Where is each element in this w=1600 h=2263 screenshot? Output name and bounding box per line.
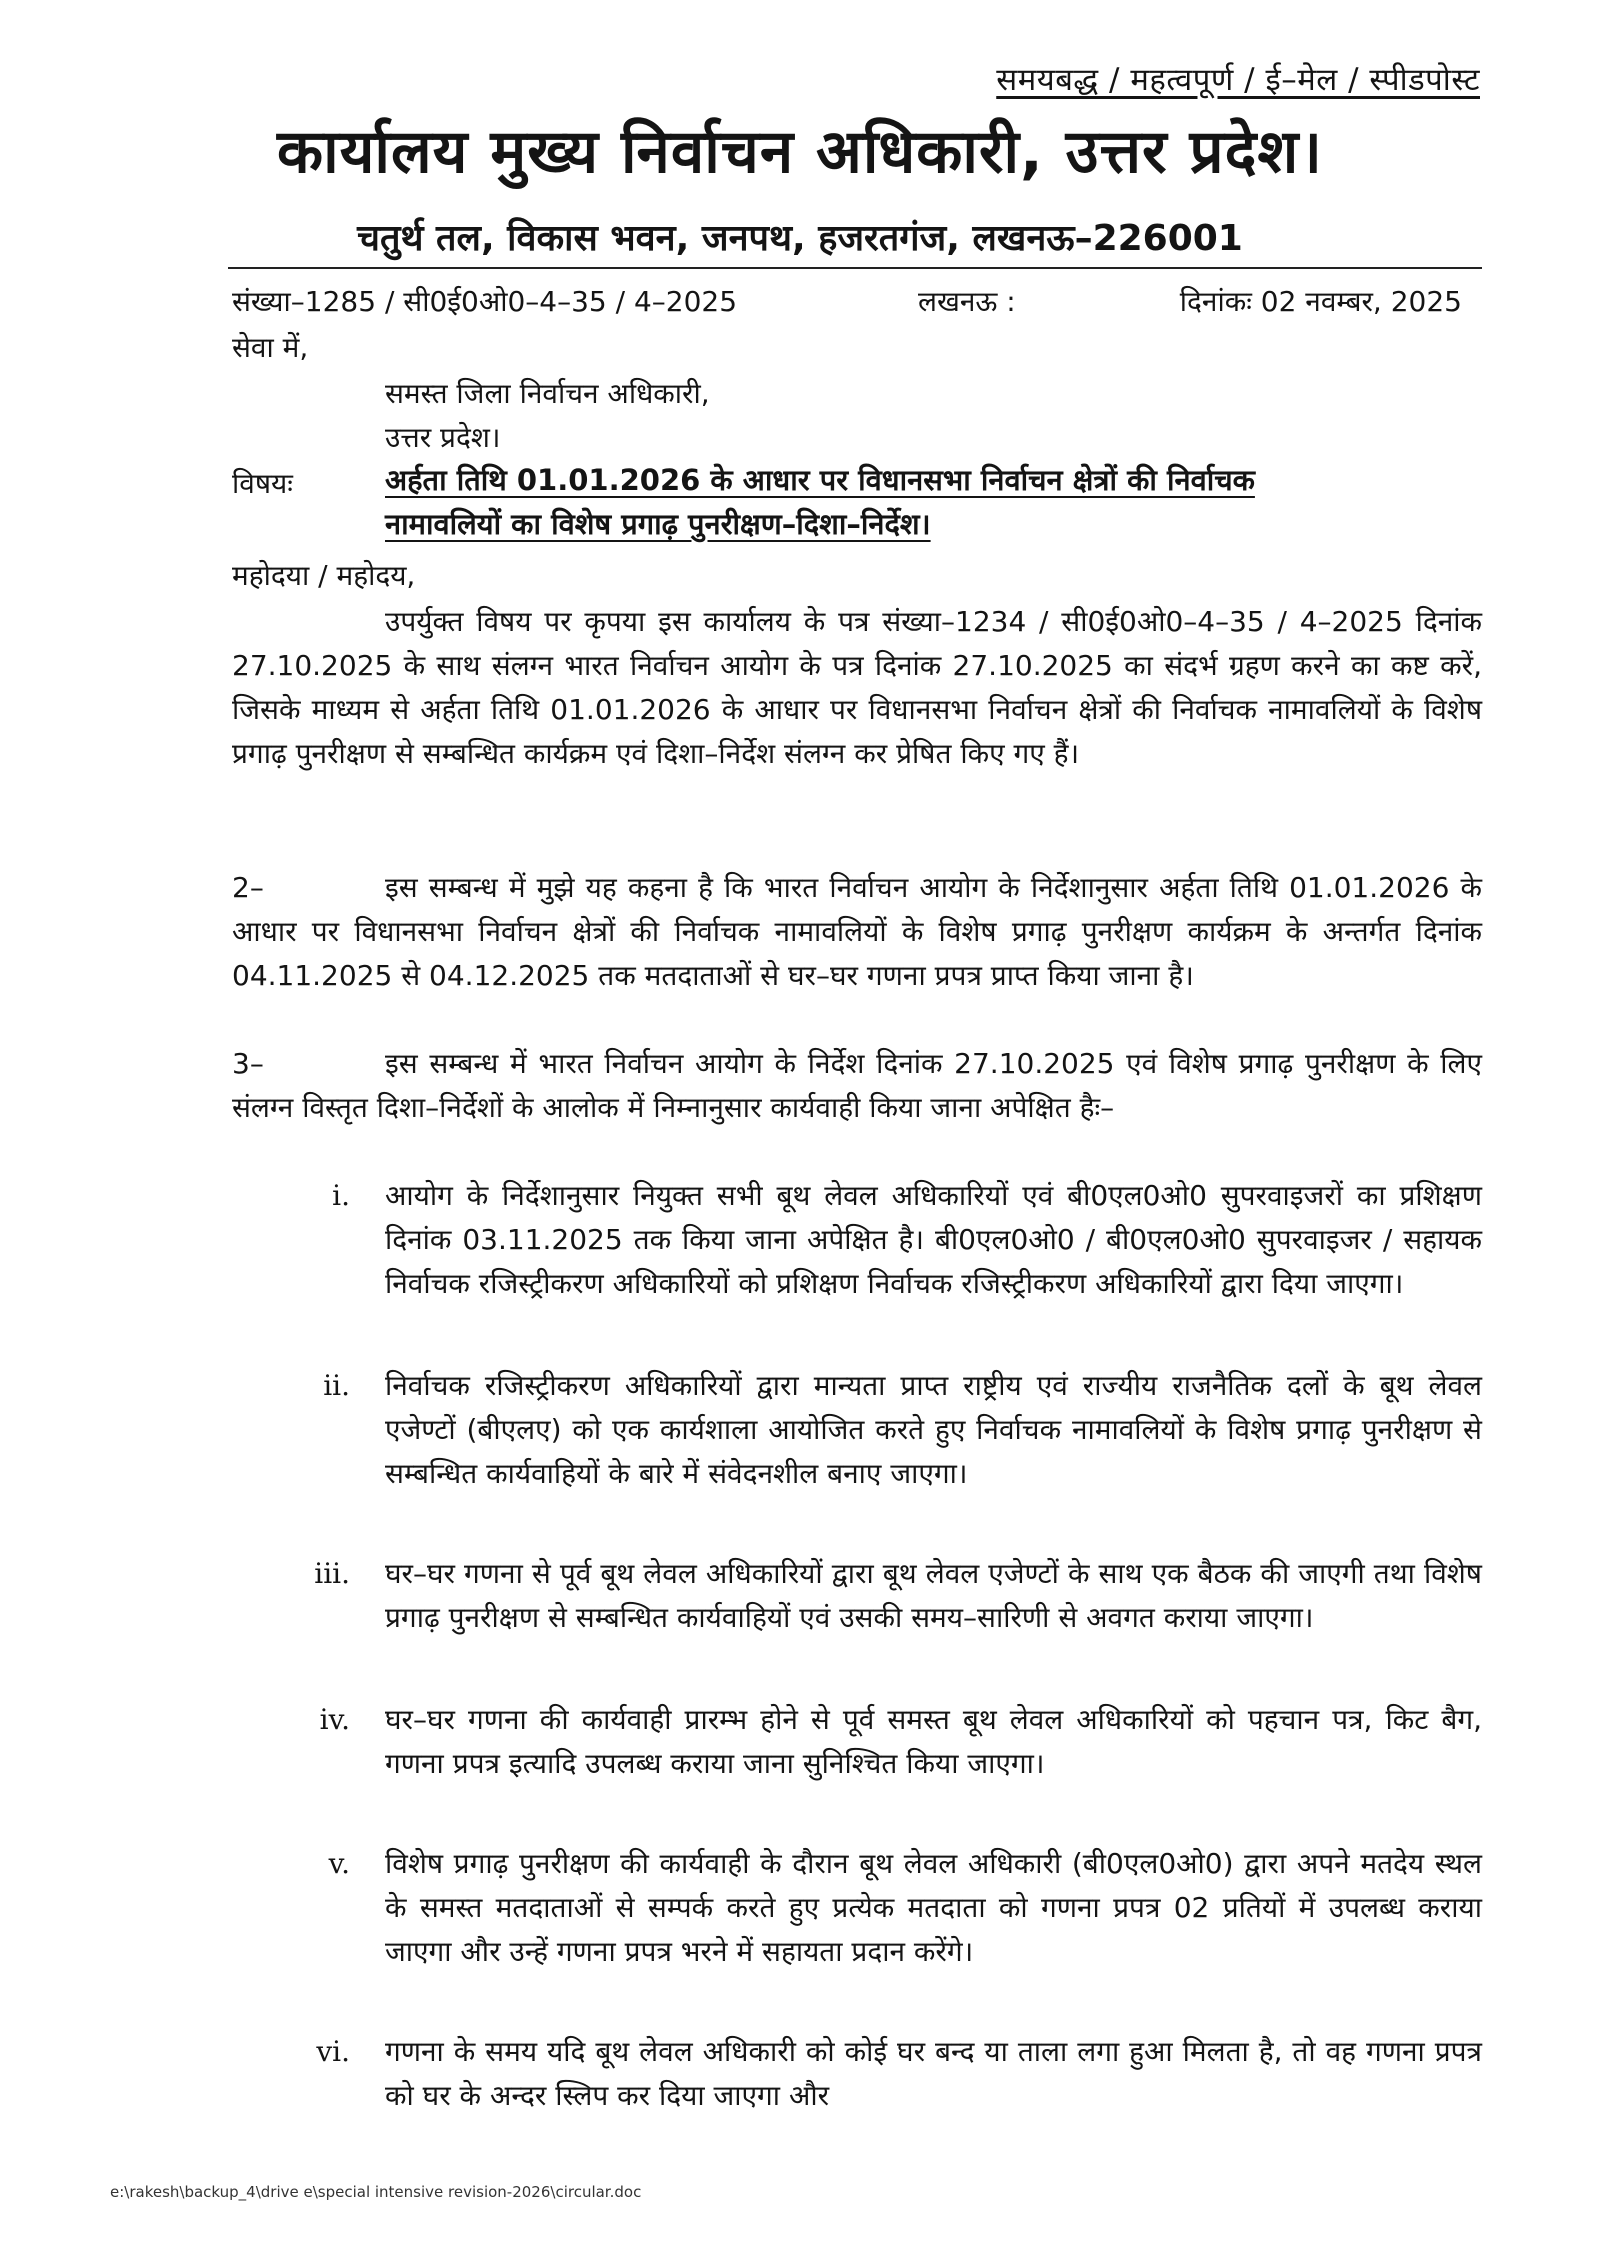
office-title: कार्यालय मुख्य निर्वाचन अधिकारी, उत्तर प्रदेश।	[277, 117, 1323, 187]
list-item-number: iv.	[319, 1703, 350, 1736]
list-item-number: iii.	[314, 1557, 350, 1590]
letter-date: दिनांकः 02 नवम्बर, 2025	[1179, 285, 1462, 318]
addressee-line: उत्तर प्रदेश।	[385, 421, 501, 454]
paragraph-2	[232, 866, 1482, 998]
subject	[385, 458, 1478, 546]
subject-line: अर्हता तिथि 01.01.2026 के आधार पर विधानसभा निर्वाचन क्षेत्रों की निर्वाचक	[385, 463, 1255, 497]
list-item: विशेष प्रगाढ़ पुनरीक्षण की कार्यवाही के दौरान बूथ लेवल अधिकारी (बी0एल0ओ0) द्वारा अपने मतदेय स्थल के समस्त मतदाताओं से सम्पर्क करते हुए प्रत्येक मतदाता को गणना प्रपत्र 02 प्रतियों में उपलब्ध कराया जाएगा और उन्हें गणना प्रपत्र भरने में सहायता प्रदान करेंगे।	[385, 1847, 1482, 1968]
subject-label: विषयः	[232, 467, 293, 500]
addressee-line: समस्त जिला निर्वाचन अधिकारी,	[385, 377, 710, 410]
salutation: महोदया / महोदय,	[232, 559, 416, 592]
list-item-number: vi.	[316, 2035, 350, 2068]
list-item: गणना के समय यदि बूथ लेवल अधिकारी को कोई घर बन्द या ताला लगा हुआ मिलता है, तो वह गणना प्रपत्र को घर के अन्दर स्लिप कर दिया जाएगा और	[385, 2035, 1482, 2112]
paragraph-number: 2–	[232, 871, 264, 904]
priority-marking: समयबद्ध / महत्वपूर्ण / ई–मेल / स्पीडपोस्ट	[996, 62, 1480, 98]
header-divider	[228, 267, 1482, 269]
list-item-number: ii.	[323, 1369, 350, 1402]
paragraph-1: उपर्युक्त विषय पर कृपया इस कार्यालय के पत्र संख्या–1234 / सी0ई0ओ0–4–35 / 4–2025 दिनांक 27.10.2025 के साथ संलग्न भारत निर्वाचन आयोग के पत्र दिनांक 27.10.2025 का संदर्भ ग्रहण करने का कष्ट करें, जिसके माध्यम से अर्हता तिथि 01.01.2026 के आधार पर विधानसभा निर्वाचन क्षेत्रों की निर्वाचक नामावलियों के विशेष प्रगाढ़ पुनरीक्षण से सम्बन्धित कार्यक्रम एवं दिशा–निर्देश संलग्न कर प्रेषित किए गए हैं।	[232, 605, 1482, 770]
list-item-number: i.	[332, 1179, 350, 1212]
list-item: आयोग के निर्देशानुसार नियुक्त सभी बूथ लेवल अधिकारियों एवं बी0एल0ओ0 सुपरवाइजरों का प्रशिक्षण दिनांक 03.11.2025 तक किया जाना अपेक्षित है। बी0एल0ओ0 / बी0एल0ओ0 सुपरवाइजर / सहायक निर्वाचक रजिस्ट्रीकरण अधिकारियों को प्रशिक्षण निर्वाचक रजिस्ट्रीकरण अधिकारियों द्वारा दिया जाएगा।	[385, 1179, 1482, 1300]
addressee	[385, 372, 710, 460]
list-item: निर्वाचक रजिस्ट्रीकरण अधिकारियों द्वारा मान्यता प्राप्त राष्ट्रीय एवं राज्यीय राजनैतिक दलों के बूथ लेवल एजेण्टों (बीएलए) को एक कार्यशाला आयोजित करते हुए निर्वाचक नामावलियों के विशेष प्रगाढ़ पुनरीक्षण से सम्बन्धित कार्यवाहियों के बारे में संवेदनशील बनाए जाएगा।	[385, 1369, 1482, 1490]
subject-line: नामावलियों का विशेष प्रगाढ़ पुनरीक्षण–दिशा–निर्देश।	[385, 507, 931, 541]
paragraph-number: 3–	[232, 1047, 264, 1080]
list-item: घर–घर गणना की कार्यवाही प्रारम्भ होने से पूर्व समस्त बूथ लेवल अधिकारियों को पहचान पत्र, किट बैग, गणना प्रपत्र इत्यादि उपलब्ध कराया जाना सुनिश्चित किया जाएगा।	[385, 1703, 1482, 1780]
file-path-footer: e:\rakesh\backup_4\drive e\special intensive revision-2026\circular.doc	[110, 2183, 642, 2201]
paragraph-3	[232, 1042, 1482, 1130]
reference-number: संख्या–1285 / सी0ई0ओ0–4–35 / 4–2025	[232, 285, 738, 318]
list-item: घर–घर गणना से पूर्व बूथ लेवल अधिकारियों द्वारा बूथ लेवल एजेण्टों के साथ एक बैठक की जाएगी तथा विशेष प्रगाढ़ पुनरीक्षण से सम्बन्धित कार्यवाहियों एवं उसकी समय–सारिणी से अवगत कराया जाएगा।	[385, 1557, 1482, 1634]
list-item-number: v.	[328, 1847, 350, 1880]
paragraph-text: इस सम्बन्ध में भारत निर्वाचन आयोग के निर्देश दिनांक 27.10.2025 एवं विशेष प्रगाढ़ पुनरीक्षण के लिए संलग्न विस्तृत दिशा–निर्देशों के आलोक में निम्नानुसार कार्यवाही किया जाना अपेक्षित हैः–	[232, 1047, 1482, 1124]
to-label: सेवा में,	[232, 331, 309, 364]
paragraph-text: इस सम्बन्ध में मुझे यह कहना है कि भारत निर्वाचन आयोग के निर्देशानुसार अर्हता तिथि 01.01.2026 के आधार पर विधानसभा निर्वाचन क्षेत्रों की निर्वाचक नामावलियों के विशेष प्रगाढ़ पुनरीक्षण कार्यक्रम के अन्तर्गत दिनांक 04.11.2025 से 04.12.2025 तक मतदाताओं से घर–घर गणना प्रपत्र प्राप्त किया जाना है।	[232, 871, 1482, 992]
place: लखनऊ :	[918, 285, 1016, 318]
office-address: चतुर्थ तल, विकास भवन, जनपथ, हजरतगंज, लखनऊ–226001	[357, 218, 1243, 259]
